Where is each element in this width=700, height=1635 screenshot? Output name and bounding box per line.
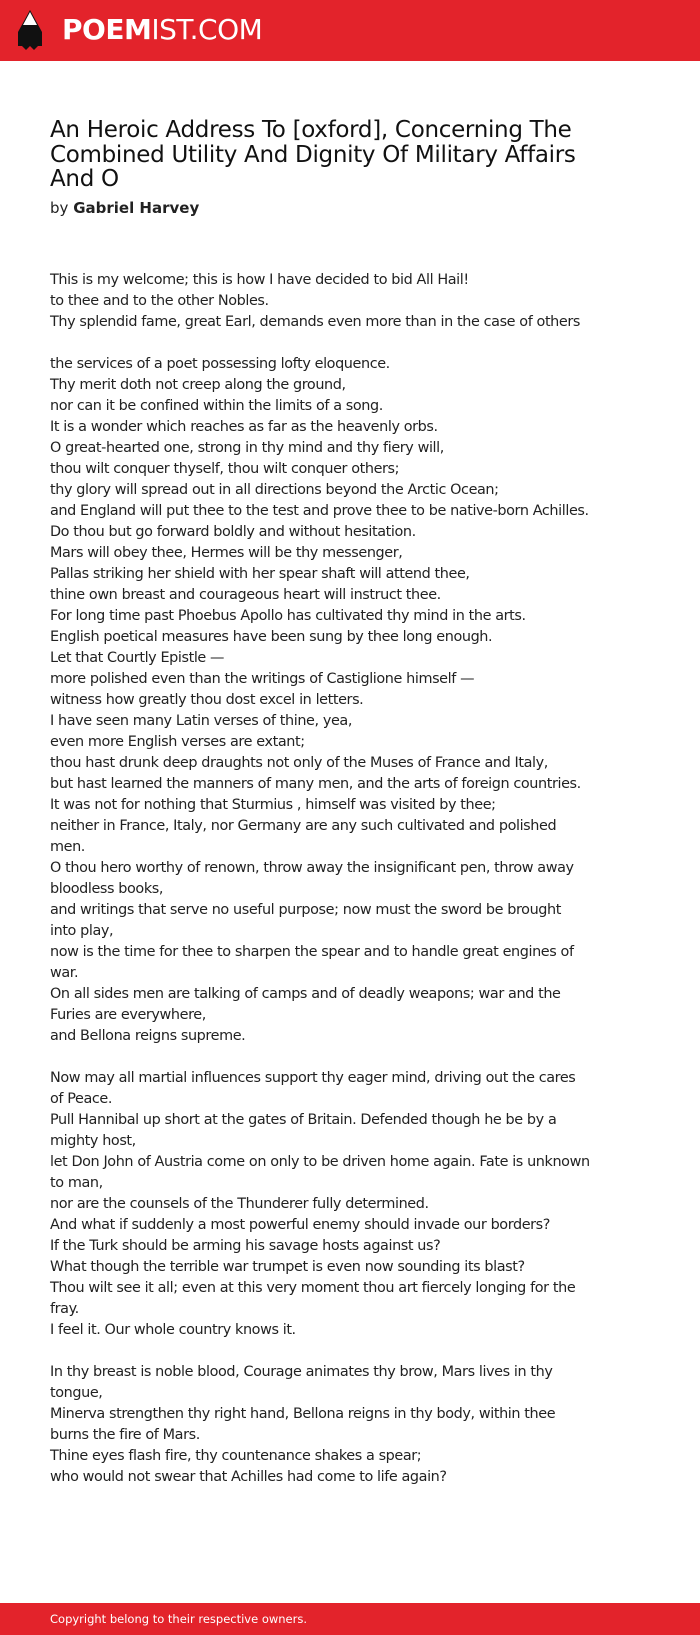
stanza-break: [50, 333, 590, 354]
poem-line: It is a wonder which reaches as far as the heavenly orbs.: [50, 419, 438, 435]
poem-line: witness how greatly thou dost excel in letters.: [50, 692, 364, 708]
poem-line: thine own breast and courageous heart will instruct thee.: [50, 587, 441, 603]
stanza-break: [50, 1047, 590, 1068]
poem-line: Let that Courtly Epistle —: [50, 650, 225, 666]
poem-line: who would not swear that Achilles had come to life again?: [50, 1469, 447, 1485]
poem-body: [50, 270, 590, 1488]
logo-text-bold: POEM: [62, 13, 152, 46]
poem-line: English poetical measures have been sung by thee long enough.: [50, 629, 493, 645]
poem-line: Mars will obey thee, Hermes will be thy messenger,: [50, 545, 403, 561]
site-logo[interactable]: [62, 13, 262, 47]
poem-line: Thou wilt see it all; even at this very moment thou art fiercely longing for the fray.: [50, 1280, 576, 1317]
poem-line: thy glory will spread out in all directions beyond the Arctic Ocean;: [50, 482, 499, 498]
poem-line: On all sides men are talking of camps and of deadly weapons; war and the Furies are everywhere,: [50, 986, 561, 1023]
poem-line: thou hast drunk deep draughts not only of the Muses of France and Italy,: [50, 755, 548, 771]
poem-line: and England will put thee to the test and prove thee to be native-born Achilles.: [50, 503, 589, 519]
pencil-logo-icon[interactable]: [18, 10, 42, 50]
poem-line: If the Turk should be arming his savage hosts against us?: [50, 1238, 441, 1254]
poem-line: let Don John of Austria come on only to be driven home again. Fate is unknown to man,: [50, 1154, 590, 1191]
site-header: [0, 0, 700, 61]
poem-line: O great-hearted one, strong in thy mind and thy fiery will,: [50, 440, 444, 456]
poem-line: I have seen many Latin verses of thine, yea,: [50, 713, 353, 729]
poem-line: O thou hero worthy of renown, throw away the insignificant pen, throw away bloodless books,: [50, 860, 574, 897]
author-name[interactable]: Gabriel Harvey: [73, 199, 200, 217]
poem-line: And what if suddenly a most powerful enemy should invade our borders?: [50, 1217, 551, 1233]
poem-line: thou wilt conquer thyself, thou wilt conquer others;: [50, 461, 400, 477]
poem-line: Thy splendid fame, great Earl, demands even more than in the case of others: [50, 314, 580, 330]
poem-line: neither in France, Italy, nor Germany are any such cultivated and polished men.: [50, 818, 557, 855]
poem-line: This is my welcome; this is how I have decided to bid All Hail!: [50, 272, 469, 288]
site-footer: [0, 1603, 700, 1635]
copyright-text: Copyright belong to their respective owners.: [50, 1612, 308, 1626]
poem-line: In thy breast is noble blood, Courage animates thy brow, Mars lives in thy tongue,: [50, 1364, 553, 1401]
logo-text-rest: IST.COM: [151, 13, 263, 46]
poem-line: What though the terrible war trumpet is even now sounding its blast?: [50, 1259, 525, 1275]
poem-line: I feel it. Our whole country knows it.: [50, 1322, 296, 1338]
poem-line: It was not for nothing that Sturmius , himself was visited by thee;: [50, 797, 496, 813]
poem-line: Minerva strengthen thy right hand, Bellona reigns in thy body, within thee burns the fire of Mars.: [50, 1406, 556, 1443]
poem-line: Now may all martial influences support thy eager mind, driving out the cares of Peace.: [50, 1070, 576, 1107]
poem-line: nor are the counsels of the Thunderer fully determined.: [50, 1196, 429, 1212]
poem-line: more polished even than the writings of Castiglione himself —: [50, 671, 475, 687]
poem-line: even more English verses are extant;: [50, 734, 305, 750]
poem-line: and writings that serve no useful purpose; now must the sword be brought into play,: [50, 902, 562, 939]
poem-title: An Heroic Address To [oxford], Concerning The Combined Utility And Dignity Of Military Affairs And O: [50, 117, 576, 192]
poem-line: now is the time for thee to sharpen the spear and to handle great engines of war.: [50, 944, 574, 981]
poem-line: and Bellona reigns supreme.: [50, 1028, 246, 1044]
byline: [50, 198, 199, 218]
poem-line: Pull Hannibal up short at the gates of Britain. Defended though he be by a mighty host,: [50, 1112, 557, 1149]
poem-line: Thine eyes flash fire, thy countenance shakes a spear;: [50, 1448, 422, 1464]
poem-line: but hast learned the manners of many men, and the arts of foreign countries.: [50, 776, 581, 792]
poem-line: the services of a poet possessing lofty eloquence.: [50, 356, 390, 372]
poem-line: nor can it be confined within the limits of a song.: [50, 398, 383, 414]
stanza-break: [50, 1341, 590, 1362]
poem-line: to thee and to the other Nobles.: [50, 293, 269, 309]
by-label: by: [50, 199, 69, 217]
poem-line: Thy merit doth not creep along the ground,: [50, 377, 346, 393]
poem-line: Do thou but go forward boldly and without hesitation.: [50, 524, 416, 540]
poem-line: For long time past Phoebus Apollo has cultivated thy mind in the arts.: [50, 608, 526, 624]
poem-line: Pallas striking her shield with her spear shaft will attend thee,: [50, 566, 470, 582]
